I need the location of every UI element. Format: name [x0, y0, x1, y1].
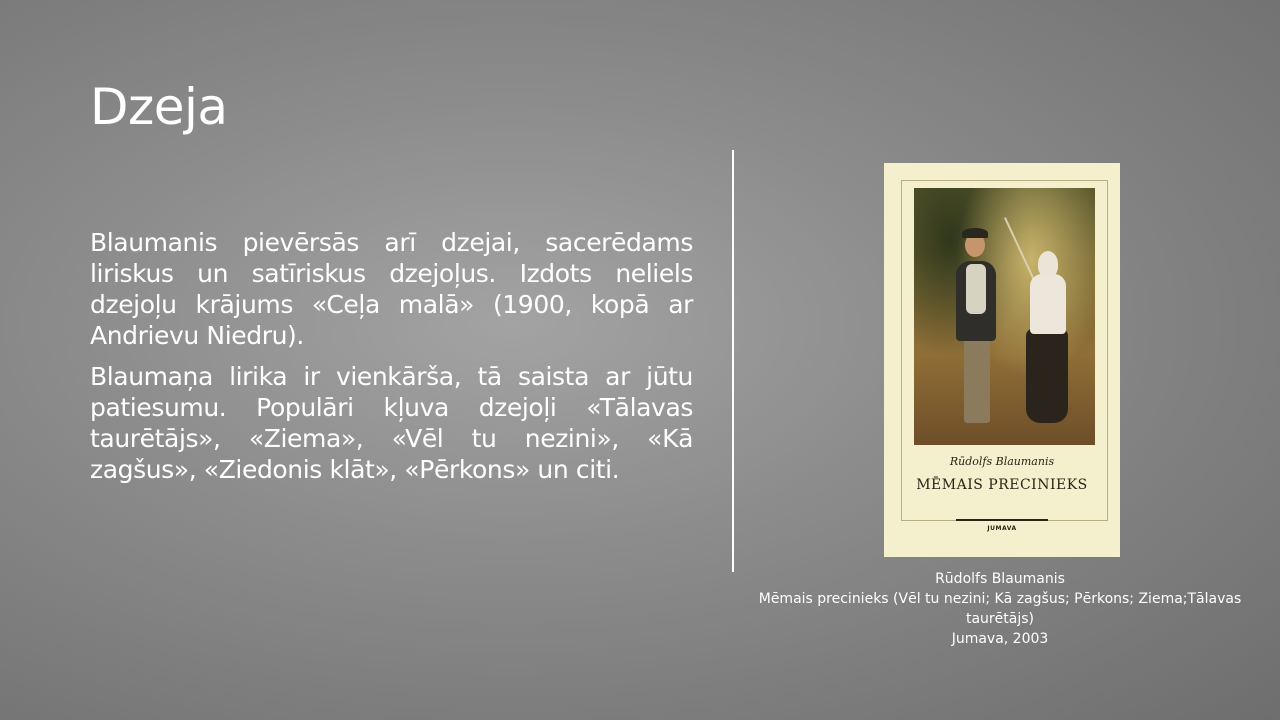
- vertical-divider: [732, 150, 734, 572]
- book-cover-image: [884, 163, 1120, 557]
- cover-publisher: JUMAVA: [987, 525, 1017, 532]
- painting-man-hat: [962, 228, 988, 238]
- slide-title: Dzeja: [90, 78, 228, 136]
- image-caption: [750, 569, 1250, 649]
- painting-man-shirt: [966, 264, 986, 314]
- painting-woman-skirt: [1026, 328, 1068, 423]
- caption-title: Mēmais precinieks (Vēl tu nezini; Kā zagšus; Pērkons; Ziema;Tālavas taurētājs): [758, 591, 1242, 627]
- caption-publisher: Jumava, 2003: [951, 631, 1049, 647]
- body-text: [90, 227, 693, 495]
- painting-woman-head: [1038, 251, 1058, 277]
- caption-author: Rūdolfs Blaumanis: [935, 571, 1065, 587]
- cover-painting: [914, 188, 1095, 445]
- cover-publisher-bar: [956, 519, 1048, 521]
- paragraph-2: Blaumaņa lirika ir vienkārša, tā saista ar jūtu patiesumu. Populāri kļuva dzejoļi «Tālavas taurētājs», «Ziema», «Vēl tu nezini», «Kā zagšus», «Ziedonis klāt», «Pērkons» un citi.: [90, 362, 693, 484]
- painting-woman-blouse: [1030, 274, 1066, 334]
- painting-man-legs: [964, 338, 990, 423]
- cover-title: MĒMAIS PRECINIEKS: [916, 477, 1088, 493]
- paragraph-1: Blaumanis pievērsās arī dzejai, sacerēdams liriskus un satīriskus dzejoļus. Izdots neliels dzejoļu krājums «Ceļa malā» (1900, kopā ar Andrievu Niedru).: [90, 228, 693, 350]
- cover-author: Rūdolfs Blaumanis: [949, 455, 1055, 468]
